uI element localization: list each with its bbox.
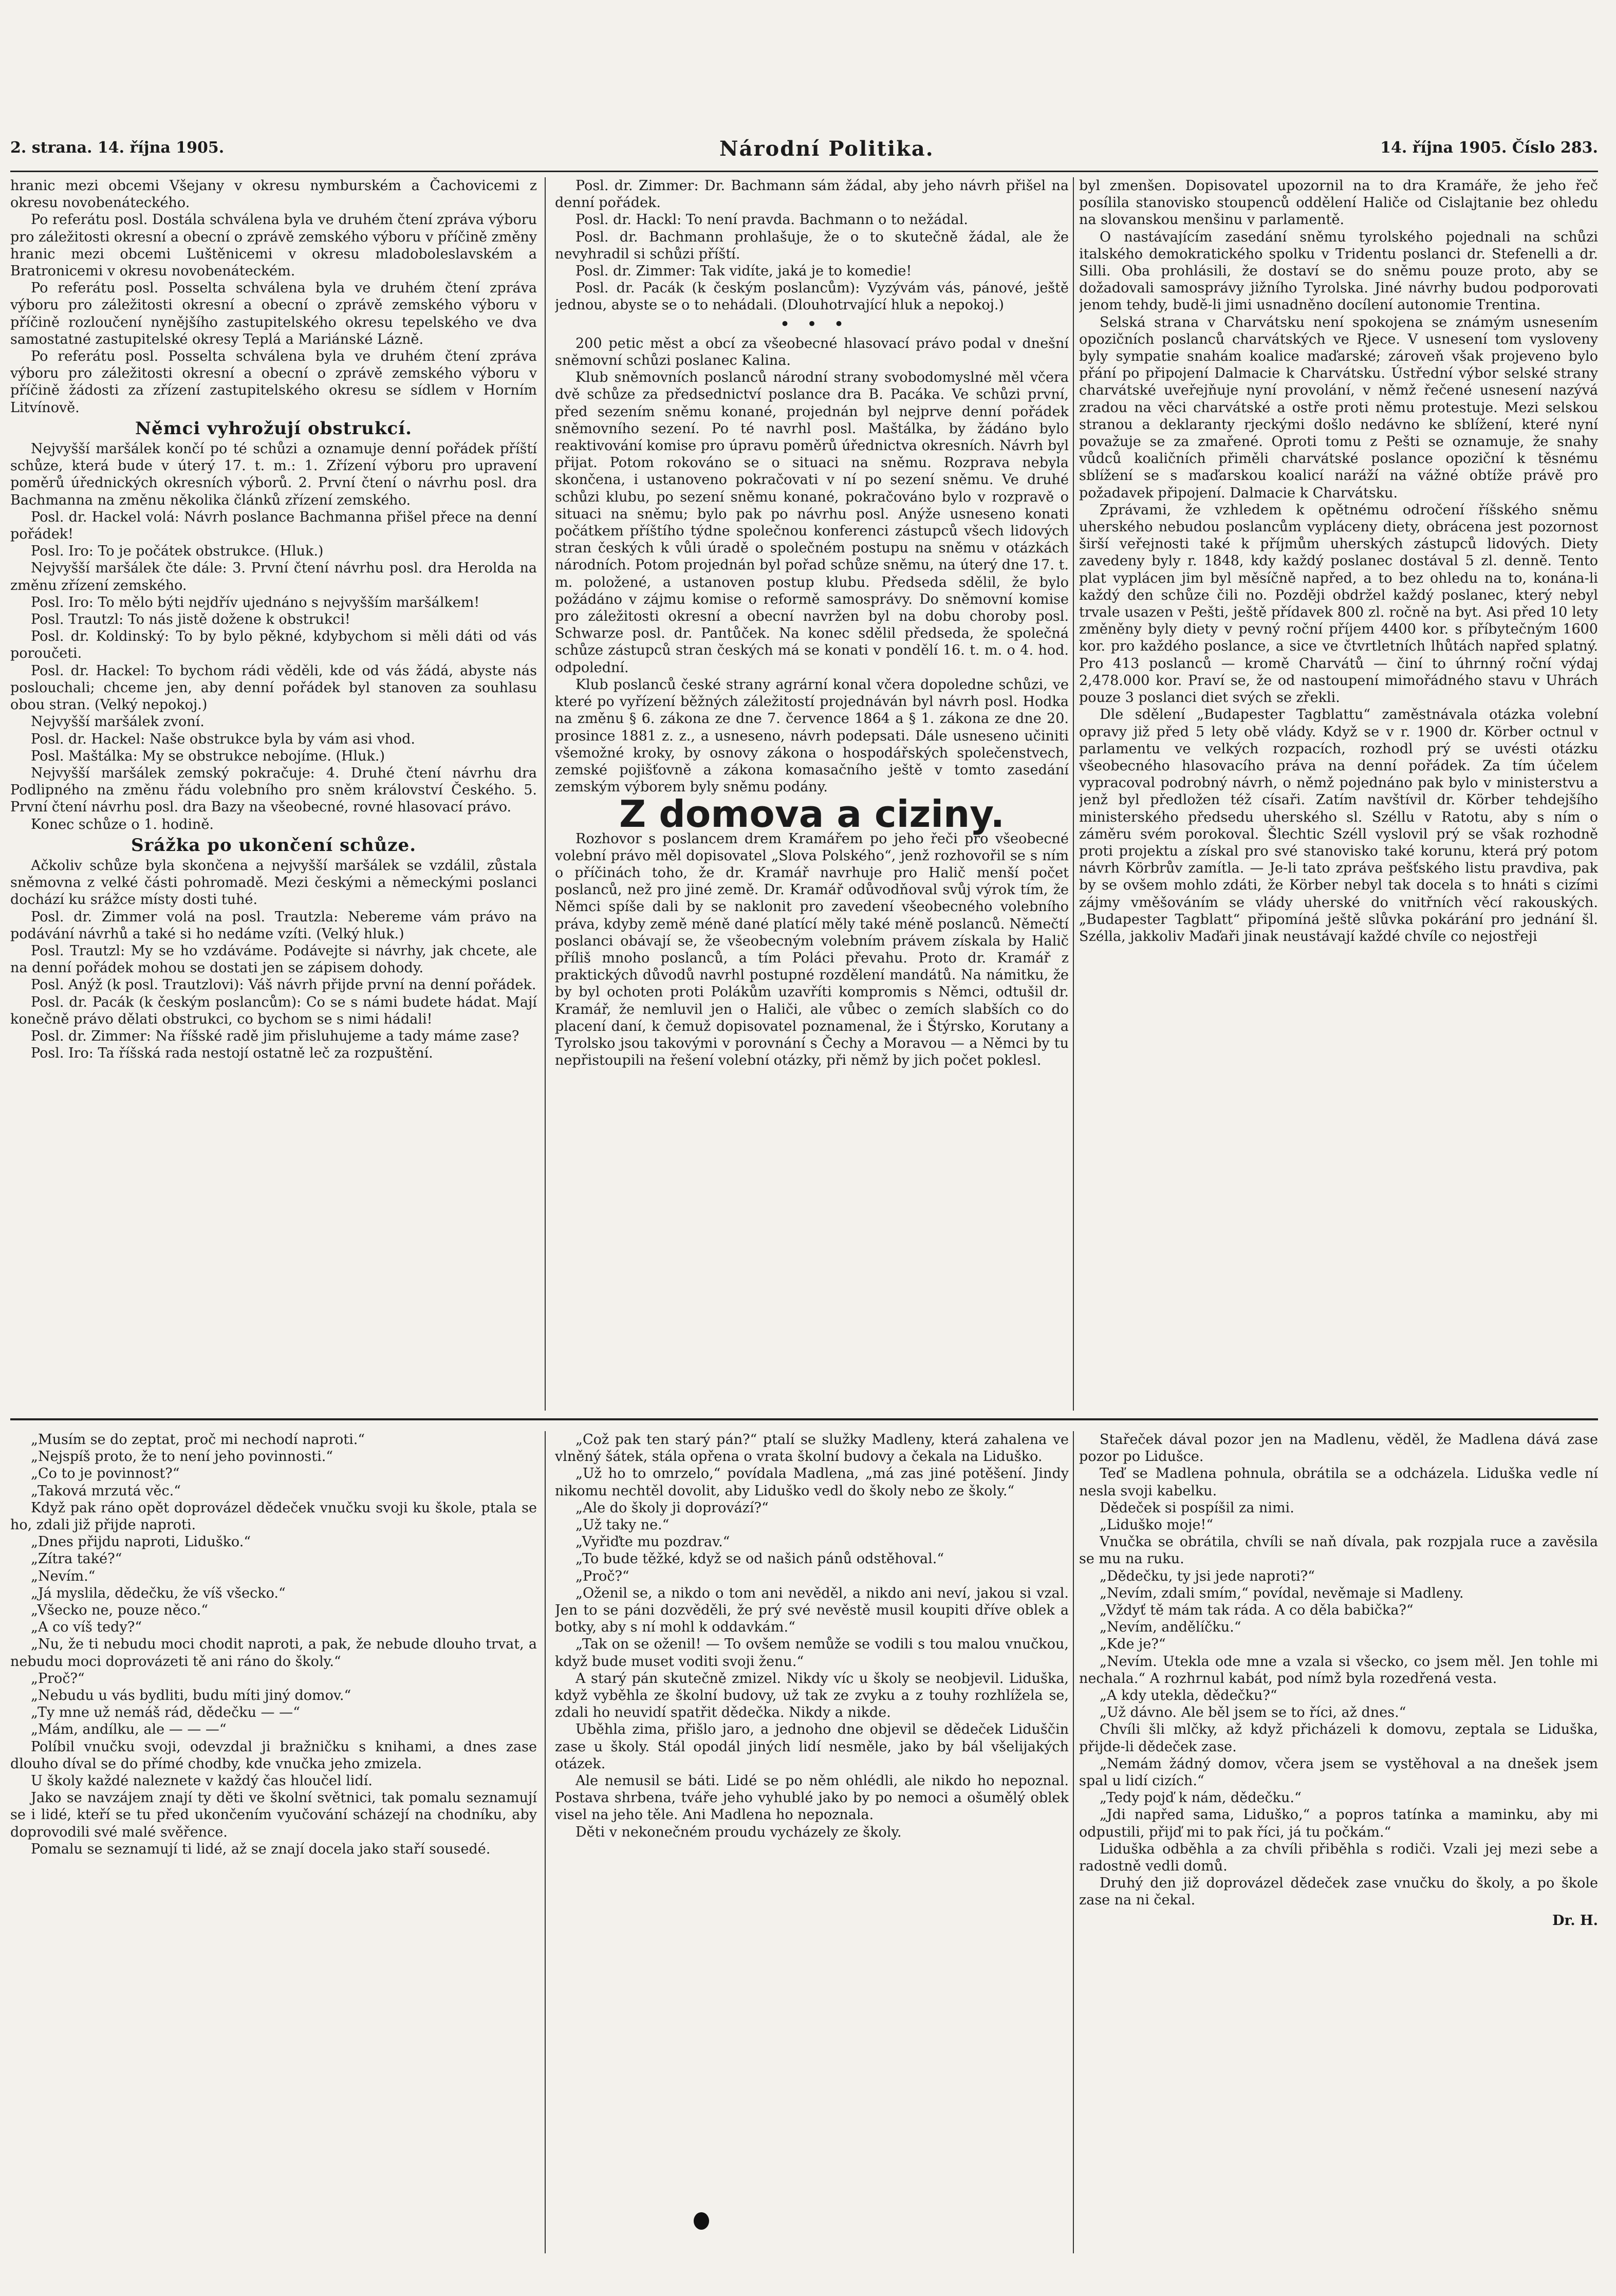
paragraph: 200 petic měst a obcí za všeobecné hlasovací právo podal v dnešní sněmovní schůzi poslanec Kalina. [555,335,1069,369]
header-date-left: 2. strana. 14. října 1905. [10,139,225,157]
column-divider [545,177,546,1411]
paragraph: „To bude těžké, když se od našich pánů odstěhoval.“ [575,1551,944,1567]
section-heading-large: Z domova a ciziny. [619,792,1005,836]
feuilleton-column-2 [555,1431,1069,2253]
paragraph: „Nebudu u vás bydliti, budu míti jiný domov.“ [31,1688,351,1704]
paragraph: Dědeček si pospíšil za nimi. [1100,1499,1294,1516]
section-heading: Němci vyhrožují obstrukcí. [135,418,412,439]
paragraph: Zprávami, že vzhledem k opětnému odročení říšského sněmu uherského nebudou poslancům vypláceny diety, obrácena jest pozornost širší veřejnosti také k příjmům uherských zástupců lidových. Diety zavedeny byly r. 1848, kdy každý poslanec dostával 5 zl. denně. Tento plat vyplácen jim byl měsíčně napřed, a to bez ohledu na to, konána-li každý den schůze čili no. Později obdržel každý poslanec, který nebyl trvale usazen v Pešti, ještě přídavek 800 zl. ročně na byt. Asi před 10 lety změněny byly diety v pevný roční příjem 4400 kor. s příbytečným 1600 kor. pro každého poslance, a sice ve čtvrtletních lhůtách napřed splatný. Pro 413 poslanců — kromě Charvátů — činí to úhrnný roční výdaj 2,478.000 kor. Praví se, že od nastoupení mimořádného stavu v Uhrách pouze 3 poslanci diet svých se zřekli. [1079,502,1598,706]
page-header [10,139,1598,170]
paragraph: „Dnes přijdu naproti, Liduško.“ [31,1534,251,1550]
paragraph: Pomalu se seznamují ti lidé, až se znají docela jako staří sousedé. [31,1841,491,1857]
section-heading: Srážka po ukončení schůze. [131,835,417,856]
paragraph: Posl. dr. Koldinský: To by bylo pěkné, kdybychom si měli dáti od vás poroučeti. [10,628,537,662]
paragraph: Vnučka se obrátila, chvíli se naň dívala, pak rozpjala ruce a zavěsila se mu na ruku. [1079,1534,1598,1567]
paragraph: Posl. Trautzl: To nás jistě dožene k obstrukci! [31,612,350,628]
paragraph: Dle sdělení „Budapester Tagblattu“ zaměstnávala otázka volební opravy již před 5 lety obě vlády. Když se v r. 1900 dr. Körber octnul v parlamentu ve velkých rozpacích, rozhodl prý se uvésti otázku všeobecného hlasovacího práva na denní pořádek. Za tím účelem vypracoval podrobný návrh, o němž pojednáno pak bylo v ministerstvu a jenž byl předložen též císaři. Zatím navštívil dr. Körber tehdejšího ministerského předsedu uherského sl. Széllu v Ratotu, aby s ním o záměru svém porokoval. Šlechtic Széll vyslovil prý se však rozhodně proti projektu a získal pro své stanovisko také korunu, která prý potom návrh Körbrův zamítla. — Je-li tato zpráva pešťského listu pravdiva, pak by se ovšem mohlo zdáti, že Körber nebyl tak docela s to hnáti s cizími zájmy vměšováním se vlády uherské do vnitřních věcí rakouských. „Budapester Tagblatt“ připomíná ještě slůvka pokárání pro jednání šl. Szélla, jakkoliv Maďaři jinak neustávají každé chvíle co nejostřeji [1079,707,1598,945]
paragraph: „Liduško moje!“ [1100,1517,1214,1533]
paragraph: „Tak on se oženil! — To ovšem nemůže se vodili s tou malou vnučkou, když bude muset voditi svoji ženu.“ [555,1636,1069,1670]
paragraph: Posl. Iro: Ta říšská rada nestojí ostatně leč za rozpuštění. [31,1045,433,1062]
paragraph: Nejvyšší maršálek čte dále: 3. První čtení návrhu posl. dra Herolda na změnu zřízení zemského. [10,560,537,594]
paragraph: Posl. Maštálka: My se obstrukce nebojíme. (Hluk.) [31,748,385,764]
paragraph: „Dědečku, ty jsi jede naproti?“ [1100,1568,1315,1584]
paragraph: U školy každé naleznete v každý čas hloučel lidí. [31,1773,373,1789]
paragraph: O nastávajícím zasedání sněmu tyrolského pojednali na schůzi italského demokratického spolku v Tridentu poslanci dr. Stefenelli a dr. Silli. Oba prohlásili, že dostaví se do sněmu pouze proto, aby se dožadovali samosprávy jižního Tyrolska. Jiné návrhy budou podporovati jenom tehdy, budě-li jimi usnadněno docílení autonomie Trentina. [1079,229,1598,313]
paragraph: Selská strana v Charvátsku není spokojena se známým usnesením opozičních poslanců charvátských ve Rjece. V usnesení tom vysloveny byly sympatie snahám koalice maďarské; zároveň však projeveno bylo přání po připojení Dalmacie k Charvátsku. Ústřední výbor selské strany charvátské uveřejňuje nyní provolání, v němž řečené usnesení nazývá zradou na věci charvátské a ostře proti němu protestuje. Mezi selskou stranou a deklaranty rjeckými došlo nedávno ke sblížení, které nyní považuje se za zmařené. Oproti tomu z Pešti se oznamuje, že snahy vůdců koaličních přiměli charvátské poslance opoziční k těsnému sblížení se s maďarskou koalicí naráží na vážné obtíže právě pro požadavek připojení. Dalmacie k Charvátsku. [1079,314,1598,501]
feuilleton-rule [10,1418,1598,1420]
paragraph: Ale nemusil se báti. Lidé se po něm ohlédli, ale nikdo ho nepoznal. Postava shrbena, tváře jeho vyhublé jako by po nemoci a ošumělý oblek visel na jeho těle. Ani Madlena ho nepoznala. [555,1773,1069,1823]
paragraph: Po referátu posl. Dostála schválena byla ve druhém čtení zpráva výboru pro záležitosti okresní a obecní o zprávě zemského výboru v příčině změny hranic mezi obcemi Luštěnicemi v okresu mladoboleslavském a Bratronicemi v okresu novobenáteckém. [10,212,537,280]
paragraph: Liduška odběhla a za chvíli přiběhla s rodiči. Vzali jej mezi sebe a radostně vedli domů. [1079,1841,1598,1875]
paragraph: Teď se Madlena pohnula, obrátila se a odcházela. Liduška vedle ní nesla svoji kabelku. [1079,1466,1598,1499]
column-divider [1073,177,1074,1411]
paragraph: Posl. dr. Zimmer: Dr. Bachmann sám žádal, aby jeho návrh přišel na denní pořádek. [555,178,1069,211]
paragraph: „Nejspíš proto, že to není jeho povinnosti.“ [31,1449,333,1465]
paragraph: Nejvyšší maršálek zemský pokračuje: 4. Druhé čtení návrhu dra Podlipného na změnu řádu volebního pro sněm království Českého. 5. První čtení návrhu posl. dra Bazy na všeobecné, rovné hlasovací právo. [10,765,537,816]
paragraph: Po referátu posl. Posselta schválena byla ve druhém čtení zpráva výboru pro záležitosti okresní a obecní o zprávě zemského výboru v příčině rozloučení nynějšího zastupitelského okresu tepelského ve dva samostatné zastupitelské okresy Teplá a Mariánské Lázně. [10,280,537,347]
paragraph: Nejvyšší maršálek zvoní. [31,714,205,730]
paragraph: Když pak ráno opět doprovázel dědeček vnučku svoji ku škole, ptala se ho, zdali již přijde naproti. [10,1499,537,1533]
paragraph: Políbil vnučku svoji, odevzdal ji bražničku s knihami, a dnes zase dlouho díval se do přímé chodby, kde vnučka jeho zmizela. [10,1738,537,1772]
paragraph: „Taková mrzutá věc.“ [31,1483,181,1499]
paragraph: „Musím se do zeptat, proč mi nechodí naproti.“ [31,1432,365,1448]
paragraph: Druhý den již doprovázel dědeček zase vnučku do školy, a po škole zase na ni čekal. [1079,1875,1598,1909]
column-2 [555,177,1069,1411]
paragraph: „A kdy utekla, dědečku?“ [1100,1688,1277,1704]
paragraph: Uběhla zima, přišlo jaro, a jednoho dne objevil se dědeček Liduščin zase u školy. Stál opodál jiných lidí nesměle, jako by bál všelijakých otázek. [555,1721,1069,1772]
paragraph: „Vždyť tě mám tak ráda. A co děla babička?“ [1100,1602,1414,1619]
paragraph: Posl. dr. Hackel: To bychom rádi věděli, kde od vás žádá, abyste nás poslouchali; chceme jen, aby denní pořádek byl stanoven za souhlasu obou stran. (Velký nepokoj.) [10,662,537,713]
paragraph: Posl. dr. Hackel: Naše obstrukce byla by vám asi vhod. [31,731,415,747]
paragraph: Po referátu posl. Posselta schválena byla ve druhém čtení zpráva výboru pro záležitosti okresní a obecní o zprávě zemského výboru v příčině žádosti za zřízení zastupitelského okresu se sídlem v Horním Litvínově. [10,348,537,416]
paragraph: „Co to je povinnost?“ [31,1466,180,1482]
paragraph: „Tedy pojď k nám, dědečku.“ [1100,1790,1302,1806]
paragraph: „Jdi napřed sama, Liduško,“ a popros tatínka a maminku, aby mi odpustili, přijď mi to pak říci, já tu počkám.“ [1079,1807,1598,1840]
paragraph: „Zítra také?“ [31,1551,122,1567]
paragraph: Posl. dr. Zimmer: Tak vidíte, jaká je to komedie! [575,263,912,280]
column-divider [1073,1431,1074,2253]
paragraph: Klub sněmovních poslanců národní strany svobodomyslné měl včera dvě schůze za předsednictví poslance dra B. Pacáka. Ve schůzi první, před sezením sněmu konané, projednán byl nejprve denní pořádek sněmovního sezení. Po té navrhl posl. Maštálka, by žádáno bylo reaktivování komise pro úpravu poměrů úřednictva okresních. Návrh byl přijat. Potom rokováno se o situaci na sněmu. Rozprava nebyla skončena, i ustanoveno pokračovati v ní po sezení sněmu. Ve druhé schůzi klubu, po sezení sněmu konané, pokračováno bylo v rozpravě o situaci na sněmu; bylo pak po návrhu posl. Anýže usneseno konati počátkem příštího týdne společnou konferenci zástupců všech lidových stran českých k vůli úradě o společném postupu na sněmu v otázkách národních. Potom projednán byl pořad schůze sněmu, na úterý dne 17. t. m. položené, a ustanoven postup klubu. Předseda sdělil, že bylo požádáno v zájmu komise o reformě samosprávy. Do sněmovní komise pro záležitosti okresní a obecní navržen byl na dobu choroby posl. Schwarze posl. dr. Pantůček. Na konec sdělil předseda, že společná schůze zástupců stran českých má se konati v pondělí 16. t. m. o 4. hod. odpolední. [555,369,1069,676]
paragraph: „Což pak ten starý pán?“ ptalí se služky Madleny, která zahalena ve vlněný šátek, stála opřena o vrata školní budovy a čekala na Liduško. [555,1432,1069,1465]
paragraph: „Proč?“ [575,1568,629,1584]
paragraph: Ačkoliv schůze byla skončena a nejvyšší maršálek se vzdálil, zůstala sněmovna z velké části pohromadě. Mezi českými a německými poslanci dochází ku srážce místy dosti tuhé. [10,857,537,908]
paragraph: Klub poslanců české strany agrární konal včera dopoledne schůzi, ve které po vyřízení běžných záležitostí projednáván byl návrh posl. Hodka na změnu § 6. zákona ze dne 7. července 1864 a § 1. zákona ze dne 20. prosince 1881 z. z., a usneseno, návrh podepsati. Dále usneseno učiniti všemožné kroky, by osnovy zákona o hospodářských společenstvech, zemské pojišťovně a zákona komasačního ještě v tomto zasedání zemským výborem byly sněmu podány. [555,676,1069,795]
paragraph: A starý pán skutečně zmizel. Nikdy víc u školy se neobjevil. Liduška, když vyběhla ze školní budovy, už tak ze zvyku a z touhy rozhlížela se, zdali ho neuvidí spatřit dědečka. Nikdy a nikde. [555,1670,1069,1721]
paragraph: Chvíli šli mlčky, až když přicházeli k domovu, zeptala se Liduška, přijde-li dědeček zase. [1079,1721,1598,1755]
paragraph: Děti v nekonečném proudu vycházely ze školy. [575,1824,902,1840]
paragraph: Posl. dr. Hackel volá: Návrh poslance Bachmanna přišel přece na denní pořádek! [10,509,537,543]
ink-dot [694,2212,709,2230]
header-issue-number: 14. října 1905. Číslo 283. [1380,139,1598,157]
feuilleton-column-1 [10,1431,537,2253]
paragraph: Posl. dr. Hackl: To není pravda. Bachmann o to nežádal. [575,212,968,228]
paragraph: Stařeček dával pozor jen na Madlenu, věděl, že Madlena dává zase pozor po Lidušce. [1079,1432,1598,1465]
paragraph: „Ale do školy ji doprovází?“ [575,1499,769,1516]
paragraph: „Všecko ne, pouze něco.“ [31,1602,209,1619]
paragraph: „Už ho to omrzelo,“ povídala Madlena, „má zas jiné potěšení. Jindy nikomu nechtěl dovolit, aby Liduško vedl do školy nebo ze školy.“ [555,1466,1069,1499]
author-signature: Dr. H. [1552,1912,1598,1929]
column-1 [10,177,537,1411]
paragraph: Posl. Trautzl: My se ho vzdáváme. Podávejte si návrhy, jak chcete, ale na denní pořádek mohou se dostati jen se zápisem dohody. [10,942,537,976]
paragraph: „Nevím. Utekla ode mne a vzala si všecko, co jsem měl. Jen tohle mi nechala.“ A rozhrnul kabát, pod nímž byla rozedřená vesta. [1079,1653,1598,1687]
paragraph: Posl. Iro: To mělo býti nejdřív ujednáno s nejvyšším maršálkem! [31,594,480,610]
header-rule [10,171,1598,172]
section-separator: • • • [779,313,844,335]
paragraph: „Oženil se, a nikdo o tom ani nevěděl, a nikdo ani neví, jakou si vzal. Jen to se páni dozvěděli, že prý své nevěstě musil koupiti dříve oblek a botky, aby s ní mohl k oddavkám.“ [555,1585,1069,1636]
paragraph: „Ty mne už nemáš rád, dědečku — —“ [31,1705,300,1721]
paragraph: Posl. dr. Pacák (k českým poslancům): Co se s námi budete hádat. Mají konečně právo dělati obstrukci, co bychom se s nimi hádali! [10,994,537,1027]
paragraph: „Nevím.“ [31,1568,96,1584]
paragraph: Posl. dr. Pacák (k českým poslancům): Vyzývám vás, pánové, ještě jednou, abyste se o to nehádali. (Dlouhotrvající hluk a nepokoj.) [555,280,1069,313]
paragraph: Jako se navzájem znají ty děti ve školní světnici, tak pomalu seznamují se i lidé, kteří se tu před ukončením vyučování scházejí na chodníku, aby doprovodili své malé svěřence. [10,1790,537,1840]
column-3 [1079,177,1598,1411]
paragraph: „Proč?“ [31,1670,85,1687]
paragraph: „Nevím, andělíčku.“ [1100,1619,1241,1636]
paragraph: Posl. Iro: To je počátek obstrukce. (Hluk.) [31,543,324,560]
paragraph: Nejvyšší maršálek končí po té schůzi a oznamuje denní pořádek příští schůze, která bude v úterý 17. t. m.: 1. Zřízení výboru pro upravení poměrů úřednických okresních výborů. 2. První čtení o návrhu posl. dra Bachmanna na změnu několika článků zřízení zemského. [10,441,537,508]
paragraph: Posl. Anýž (k posl. Trautzlovi): Váš návrh přijde první na denní pořádek. [31,977,536,993]
paragraph: „Mám, andílku, ale — — —“ [31,1721,227,1738]
paragraph: „Já myslila, dědečku, že víš všecko.“ [31,1585,286,1601]
paragraph: „Už dávno. Ale běl jsem se to říci, až dnes.“ [1100,1705,1406,1721]
paragraph: „Nu, že ti nebudu moci chodit naproti, a pak, že nebude dlouho trvat, a nebudu moci doprovázeti tě ani ráno do školy.“ [10,1636,537,1670]
paragraph: Posl. dr. Zimmer volá na posl. Trautzla: Neberemе vám právo na podávání návrhů a také si ho nedáme vzíti. (Velký hluk.) [10,909,537,942]
paragraph: byl zmenšen. Dopisovatel upozornil na to dra Kramáře, že jeho řeč posílila stanovisko stoupenců oddělení Haliče od Cislajtanie bez ohledu na slovanskou menšinu v parlamentě. [1079,178,1598,228]
column-divider [545,1431,546,2253]
paragraph: „Kde je?“ [1100,1636,1166,1653]
feuilleton-column-3 [1079,1431,1598,2253]
paragraph: Rozhovor s poslancem drem Kramářem po jeho řeči pro všeobecné volební právo měl dopisovatel „Slova Polského“, jenž rozhovořil se s ním o příčinách toho, že dr. Kramář navrhuje pro Halič menší počet poslanců, než pro jiné země. Dr. Kramář odůvodňoval svůj výrok tím, že Němci spíše dali by se naklonit pro zavedení všeobecného volebního práva, kdyby země méně dané platící měly také méně poslanců. Němečtí poslanci obávají se, že všeobecným volebním právem získala by Halič příliš mnoho poslanců, a tím Poláci převahu. Proto dr. Kramář z praktických důvodů navrhl postupné rozdělení mandátů. Na námitku, že by byl ochoten proti Polákům uzavříti kompromis s Němci, odtušil dr. Kramář, že nemluvil jen o Haliči, ale vůbec o zemích slabších co do placení daní, k čemuž dopisovatel poznamenal, že i Štýrsko, Korutany a Tyrolsko jsou takovými v porovnání s Čechy a Moravou — a Němci by tu nepřistoupili na řešení volební otázky, při němž by jich počet poklesl. [555,830,1069,1069]
paragraph: hranic mezi obcemi Všejany v okresu nymburském a Čachovicemi z okresu novobenáteckého. [10,178,537,211]
paragraph: „Nevím, zdali smím,“ povídal, nevěmaje si Madleny. [1100,1585,1464,1601]
paragraph: „Už taky ne.“ [575,1517,670,1533]
masthead-title: Národní Politika. [719,137,934,161]
paragraph: „A co víš tedy?“ [31,1619,142,1636]
paragraph: „Vyřiďte mu pozdrav.“ [575,1534,730,1550]
paragraph: Posl. dr. Zimmer: Na říšské radě jim přisluhujeme a tady máme zase? [31,1028,519,1044]
paragraph: Konec schůze o 1. hodině. [31,816,214,832]
paragraph: „Nemám žádný domov, včera jsem se vystěhoval a na dnešek jsem spal u lidí cizích.“ [1079,1755,1598,1789]
paragraph: Posl. dr. Bachmann prohlašuje, že o to skutečně žádal, ale že nevyhradil si schůzi příští. [555,229,1069,262]
